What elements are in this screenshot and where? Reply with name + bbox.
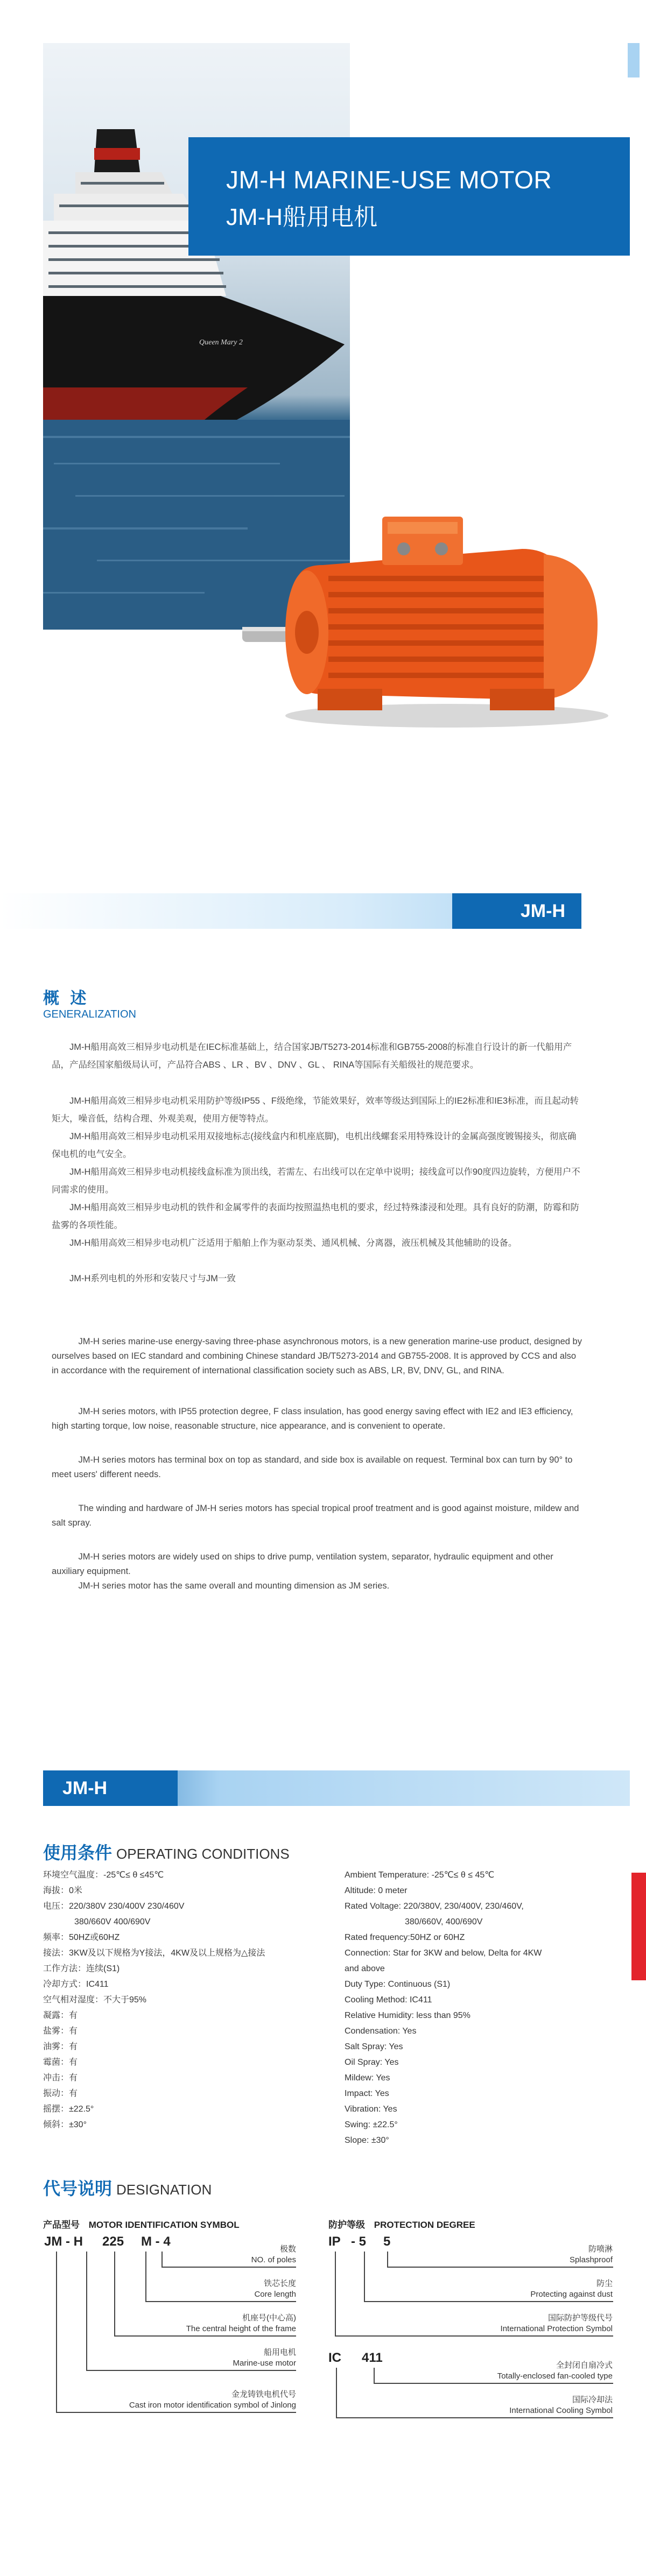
- condition-en: Ambient Temperature: -25℃≤ θ ≤ 45℃: [345, 1871, 495, 1880]
- motor-illustration: [221, 517, 630, 732]
- note-cn: 国际冷却法: [572, 2395, 613, 2404]
- protect-note-dust: [530, 2278, 613, 2300]
- condition-en: Slope: ±30°: [345, 2136, 389, 2145]
- note-cn: 机座号(中心高): [242, 2313, 296, 2323]
- model-code-poles: M - 4: [141, 2234, 171, 2249]
- condition-en: Swing: ±22.5°: [345, 2120, 398, 2129]
- conditions-en-list: [345, 1867, 624, 2148]
- para-en-1: JM-H series marine-use energy-saving three-phase asynchronous motors, is a new generation marine-use product, designed by ourselves based on IEC standard and combining Chinese standard JB/T5273-2014 and GB755-2008. It is approved by CCS and also in accordance with the requirement of international classification society such as ABS, LR, BV, DNV, GL, and RINA.: [52, 1337, 582, 1375]
- section-bar-2-label: JM-H: [43, 1770, 178, 1806]
- model-code-frame: 225: [102, 2234, 124, 2249]
- para-cn-3: JM-H船用高效三相异步电动机采用双接地标志(接线盒内和机座底脚)，电机出线螺套采用特殊设计的金属高强度镀锡接头，彻底确保电机的电气安全。: [52, 1132, 577, 1159]
- condition-cn: 冲击：有: [43, 2073, 78, 2083]
- protect-note-splash: [570, 2244, 613, 2266]
- cool-note-ic: [509, 2395, 613, 2416]
- protect-label: [328, 2217, 475, 2231]
- note-en: International Protection Symbol: [500, 2324, 613, 2333]
- note-cn: 防尘: [596, 2279, 613, 2288]
- section-bar-1-label: JM-H: [452, 893, 581, 929]
- designation-heading-en: DESIGNATION: [116, 2182, 212, 2198]
- para-en-3: JM-H series motors has terminal box on top as standard, and side box is available on request. Terminal box can turn by 90° to meet users' different needs.: [52, 1455, 573, 1479]
- note-cn: 极数: [279, 2245, 296, 2254]
- ship-name-text: Queen Mary 2: [199, 338, 243, 347]
- condition-cn: 霉菌：有: [43, 2058, 78, 2067]
- condition-en: Condensation: Yes: [345, 2027, 417, 2036]
- para-en-2: JM-H series motors, with IP55 protection degree, F class insulation, has good energy saving effect with IE2 and IE3 efficiency, high starting torque, low noise, reasonable structure, nice appearance, and is convenient to operate.: [52, 1407, 573, 1431]
- para-cn-5: JM-H船用高效三相异步电动机的铁件和金属零件的表面均按照温热电机的要求，经过特殊漆浸和处理。具有良好的防潮，防霉和防盐雾的各项性能。: [52, 1203, 579, 1230]
- hero-title-cn: JM-H船用电机: [226, 204, 378, 230]
- conditions-cn-list: [43, 1867, 323, 2133]
- condition-en: and above: [345, 1964, 385, 1973]
- model-note-jinlong: [129, 2389, 296, 2411]
- condition-cn: 凝露：有: [43, 2011, 78, 2020]
- condition-cn: 频率：50HZ或60HZ: [43, 1933, 120, 1942]
- note-en: Totally-enclosed fan-cooled type: [497, 2372, 613, 2381]
- operating-heading: [43, 1839, 290, 1864]
- note-en: Marine-use motor: [233, 2359, 296, 2368]
- para-en-4: The winding and hardware of JM-H series motors has special tropical proof treatment and is good against moisture, mildew and salt spray.: [52, 1504, 579, 1528]
- hero-title-en: JM-H MARINE-USE MOTOR: [226, 166, 552, 194]
- orange-motor-icon: [221, 517, 630, 732]
- condition-en: Cooling Method: IC411: [345, 1995, 432, 2005]
- protect-note-ip: [501, 2313, 613, 2334]
- cool-code-ic: IC: [328, 2351, 341, 2365]
- model-code-jmh: JM - H: [44, 2234, 83, 2249]
- designation-heading: [43, 2175, 212, 2200]
- protect-code-ip: IP: [328, 2234, 341, 2249]
- top-accent-bar: [628, 43, 640, 77]
- condition-en: Oil Spray: Yes: [345, 2058, 399, 2067]
- model-note-frame: [186, 2313, 296, 2334]
- condition-cn: 海拔：0米: [43, 1886, 82, 1895]
- condition-en: Connection: Star for 3KW and below, Delta for 4KW: [345, 1949, 542, 1958]
- condition-en: Rated Voltage: 220/380V, 230/400V, 230/460V,: [345, 1902, 524, 1911]
- condition-cn: 空气相对湿度：不大于95%: [43, 1995, 147, 2005]
- condition-cn: 冷却方式：IC411: [43, 1980, 109, 1989]
- note-en: Cast iron motor identification symbol of Jinlong: [129, 2401, 296, 2410]
- note-cn: 铁芯长度: [263, 2279, 296, 2288]
- para-cn-1: JM-H船用高效三相异步电动机是在IEC标准基础上，结合国家JB/T5273-2014标准和GB755-2008的标准自行设计的新一代船用产品，产品经国家船级局认可，产品符合ABS 、LR 、BV 、DNV 、GL 、 RINA等国际有关船级社的规范要求。: [52, 1042, 572, 1070]
- protect-label-cn: 防护等级: [328, 2220, 365, 2230]
- para-cn-7: JM-H系列电机的外形和安装尺寸与JM一致: [69, 1274, 236, 1283]
- condition-cn: 380/660V 400/690V: [74, 1917, 151, 1926]
- condition-en: Vibration: Yes: [345, 2105, 397, 2114]
- note-en: Splashproof: [569, 2255, 613, 2264]
- condition-cn: 环境空气温度：-25℃≤ θ ≤45℃: [43, 1871, 164, 1880]
- condition-en: Rated frequency:50HZ or 60HZ: [345, 1933, 465, 1942]
- para-cn-4: JM-H船用高效三相异步电动机接线盒标准为顶出线，若需左、右出线可以在定单中说明；接线盒可以作90度四边旋转，方便用户不同需求的使用。: [52, 1167, 580, 1195]
- condition-en: Mildew: Yes: [345, 2073, 390, 2083]
- condition-cn: 倾斜：±30°: [43, 2120, 87, 2129]
- para-cn-6: JM-H船用高效三相异步电动机广泛适用于船舶上作为驱动泵类、通风机械、分离器，液压机械及其他辅助的设备。: [69, 1238, 517, 1248]
- condition-en: Salt Spray: Yes: [345, 2042, 403, 2051]
- designation-heading-cn: 代号说明: [43, 2179, 113, 2198]
- generalization-heading-en: GENERALIZATION: [43, 1008, 136, 1020]
- condition-en: Impact: Yes: [345, 2089, 389, 2098]
- protect-label-en: PROTECTION DEGREE: [374, 2220, 475, 2230]
- para-en-6: JM-H series motor has the same overall and mounting dimension as JM series.: [78, 1581, 390, 1591]
- model-note-core: [254, 2278, 296, 2300]
- operating-heading-en: OPERATING CONDITIONS: [116, 1846, 290, 1862]
- note-en: Core length: [254, 2290, 296, 2299]
- model-note-marine: [233, 2347, 296, 2369]
- protect-code-dust: - 5: [351, 2234, 367, 2249]
- condition-cn: 工作方法：连续(S1): [43, 1964, 120, 1973]
- hero-title-box: [188, 137, 630, 256]
- note-en: NO. of poles: [251, 2255, 296, 2264]
- condition-cn: 盐雾：有: [43, 2027, 78, 2036]
- note-cn: 国际防护等级代号: [547, 2313, 613, 2323]
- model-label-cn: 产品型号: [43, 2220, 80, 2230]
- condition-en: Relative Humidity: less than 95%: [345, 2011, 471, 2020]
- generalization-heading-cn: 概 述: [43, 990, 90, 1007]
- note-en: The central height of the frame: [186, 2324, 296, 2333]
- condition-cn: 油雾：有: [43, 2042, 78, 2051]
- model-label: [43, 2217, 240, 2231]
- note-cn: 全封闭自扇冷式: [556, 2361, 613, 2370]
- cool-code-411: 411: [362, 2351, 383, 2365]
- para-cn-2: JM-H船用高效三相异步电动机采用防护等级IP55 、F级绝缘，节能效果好，效率等级达到国际上的IE2标准和IE3标准，而且起动转矩大，噪音低，结构合理、外观美观，使用方便等特点。: [52, 1096, 579, 1124]
- note-cn: 防喷淋: [588, 2245, 613, 2254]
- cool-note-tefc: [497, 2360, 613, 2382]
- right-accent-bar: [631, 1873, 646, 1980]
- condition-cn: 接法：3KW及以下规格为Y接法，4KW及以上规格为△接法: [43, 1949, 265, 1958]
- operating-heading-cn: 使用条件: [43, 1843, 113, 1862]
- condition-cn: 振动：有: [43, 2089, 78, 2098]
- condition-en: Altitude: 0 meter: [345, 1886, 408, 1895]
- note-cn: 船用电机: [263, 2348, 296, 2357]
- para-en-5: JM-H series motors are widely used on ships to drive pump, ventilation system, separator, hydraulic equipment and other auxiliary equipment.: [52, 1552, 553, 1576]
- note-en: Protecting against dust: [530, 2290, 613, 2299]
- protect-code-splash: 5: [383, 2234, 391, 2249]
- condition-en: Duty Type: Continuous (S1): [345, 1980, 451, 1989]
- model-note-poles: [251, 2244, 296, 2266]
- note-en: International Cooling Symbol: [509, 2406, 613, 2415]
- model-label-en: MOTOR IDENTIFICATION SYMBOL: [88, 2220, 240, 2230]
- condition-en: 380/660V, 400/690V: [405, 1917, 483, 1926]
- condition-cn: 电压：220/380V 230/400V 230/460V: [43, 1902, 185, 1911]
- condition-cn: 摇摆：±22.5°: [43, 2105, 94, 2114]
- note-cn: 金龙铸铁电机代号: [231, 2390, 296, 2399]
